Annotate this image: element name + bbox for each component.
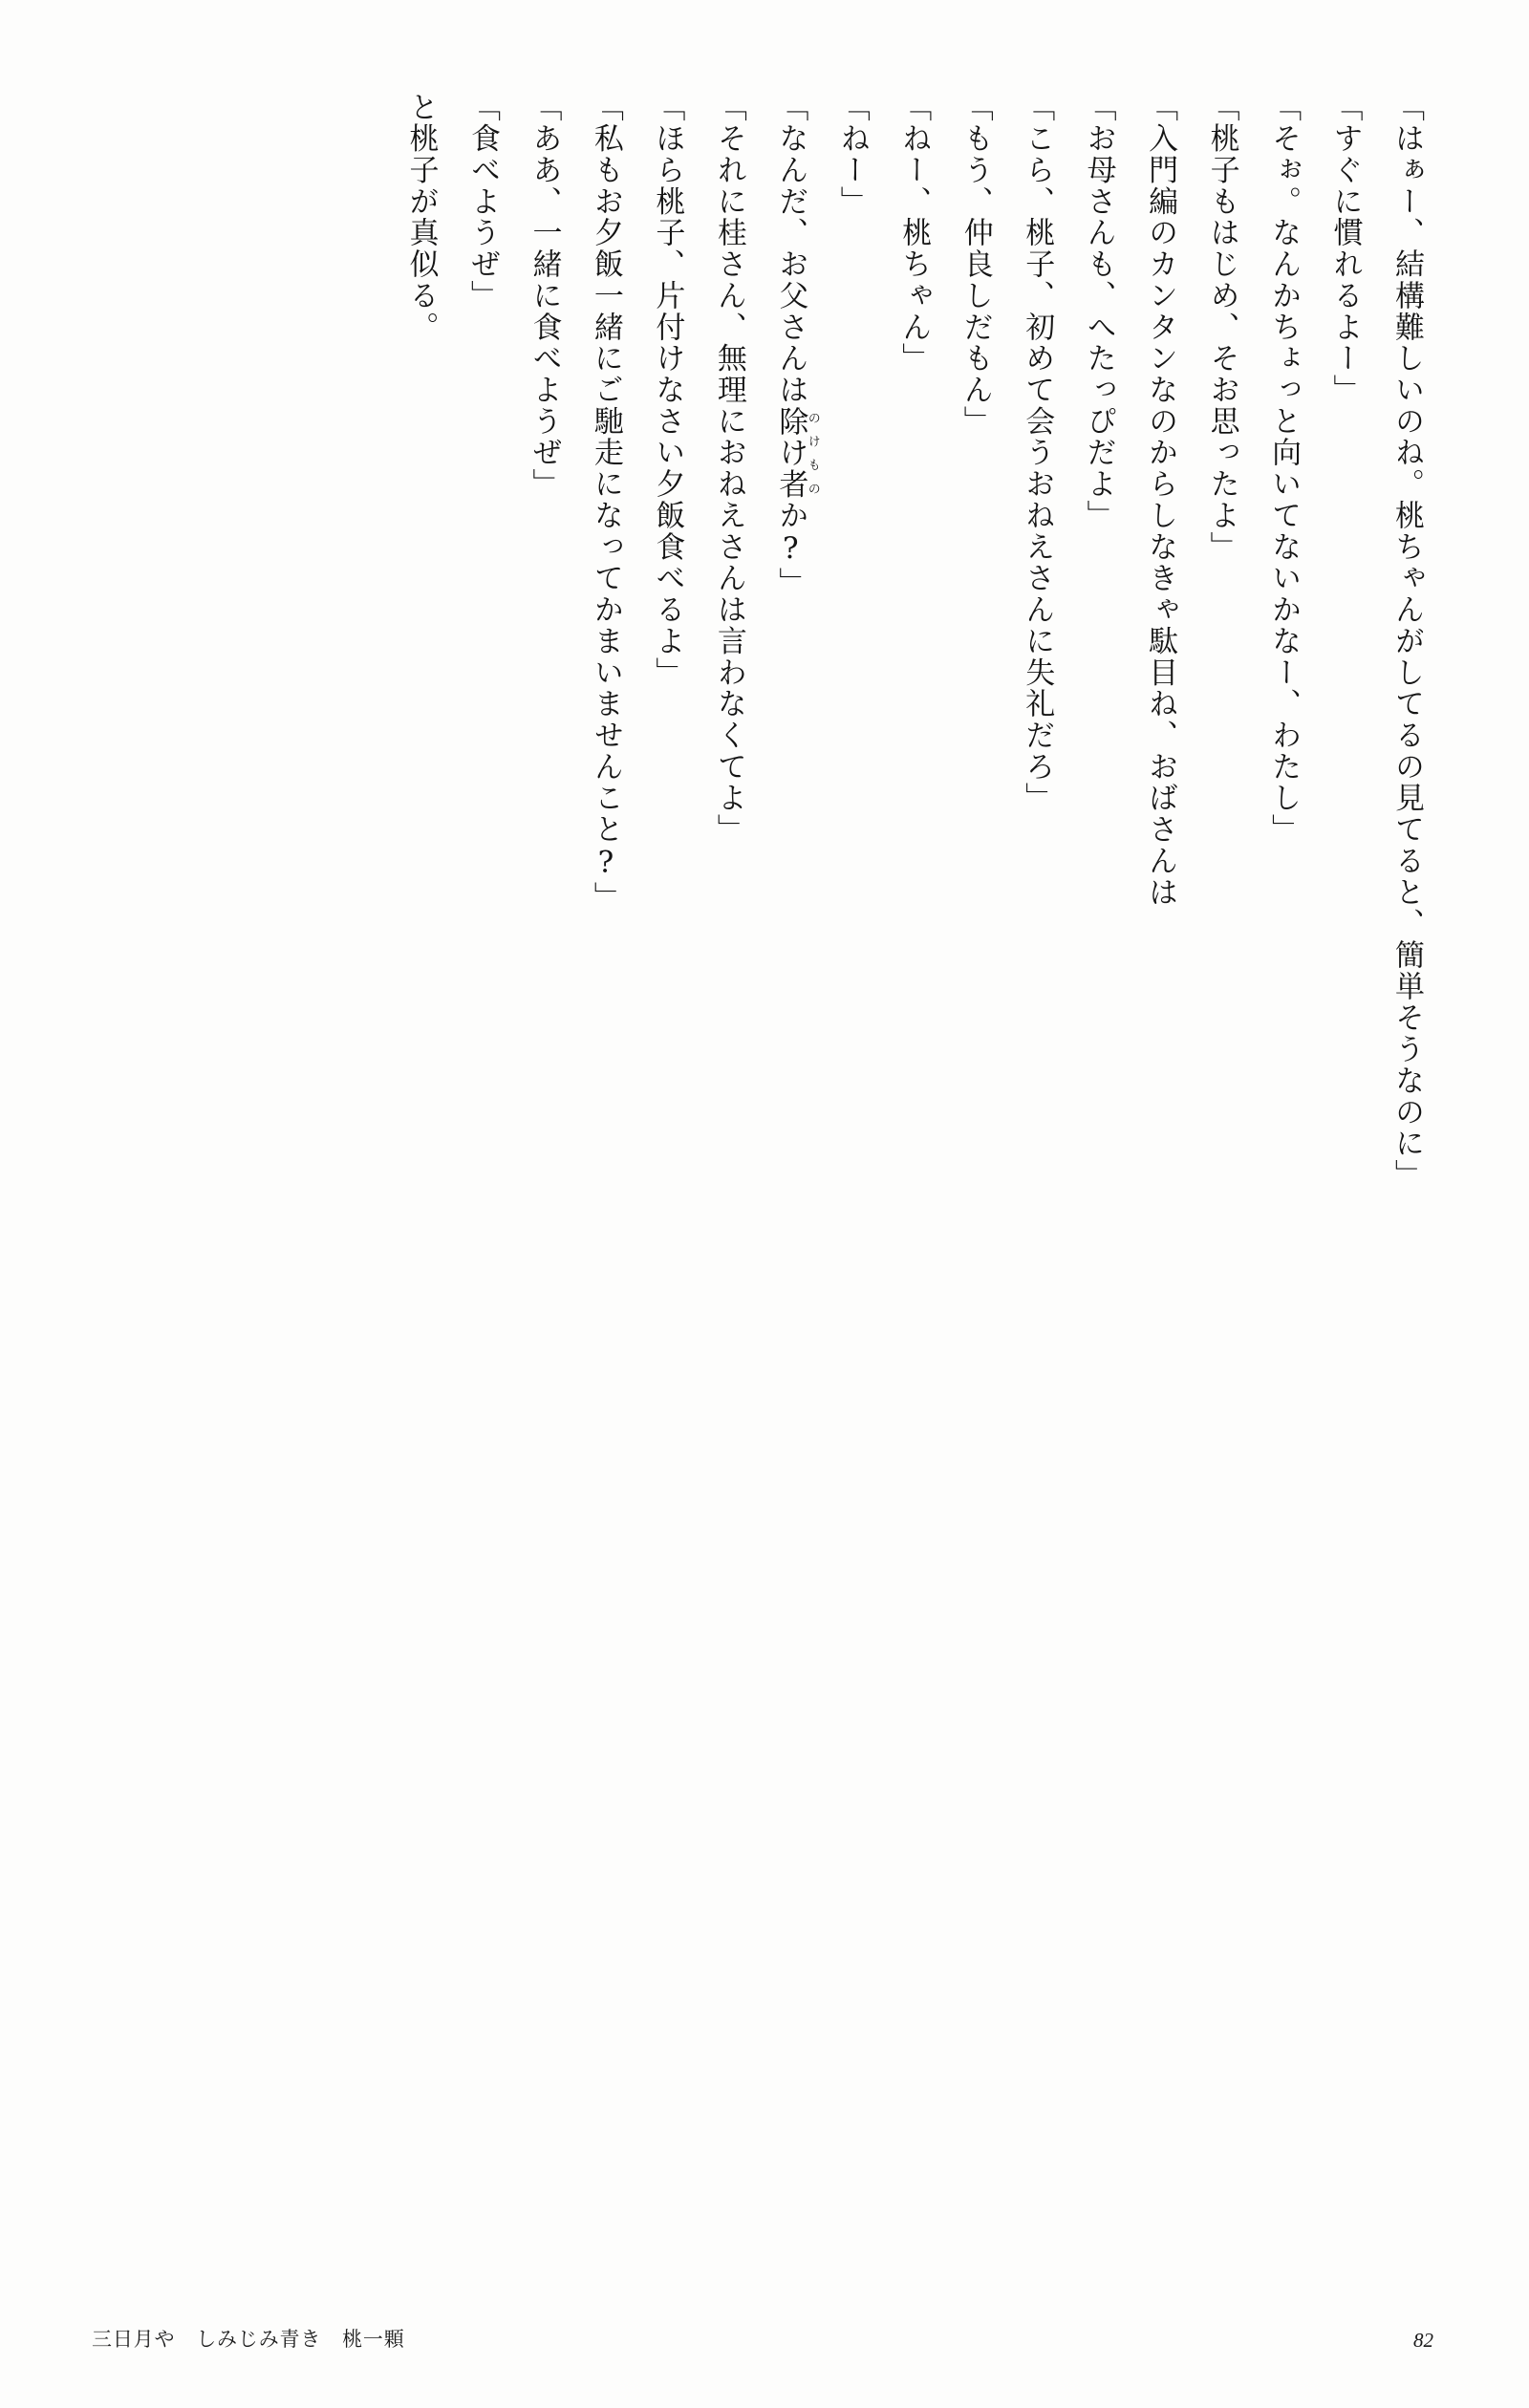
text-line: 「食べようぜ」: [464, 92, 500, 312]
text-line-ruby-prefix: 「なんだ、お父さんは: [773, 92, 808, 406]
text-line: 「ねー、桃ちゃん」: [896, 92, 932, 375]
text-line: 「それに桂さん、無理におねえさんは言わなくてよ」: [711, 92, 746, 846]
text-line: 「ほら桃子、片付けなさい夕飯食べるよ」: [650, 92, 685, 689]
ruby-reading: のけもの: [805, 405, 820, 501]
text-line: 「桃子もはじめ、そお思ったよ」: [1204, 92, 1239, 563]
text-line-with-ruby: [760, 92, 821, 2175]
text-line: 「お母さんも、へたっぴだよ」: [1081, 92, 1116, 532]
text-line: 「入門編のカンタンなのからしなきゃ駄目ね、おばさんは: [1143, 92, 1178, 909]
text-line: 「そぉ。なんかちょっと向いてないかなー、わたし」: [1266, 92, 1302, 846]
text-line: 「私もお夕飯一緒にご馳走になってかまいませんこと?」: [588, 92, 623, 914]
text-line: 「ねー」: [834, 92, 870, 218]
text-line: 「はぁー、結構難しいのね。桃ちゃんがしてるの見てると、簡単そうなのに」: [1389, 92, 1424, 1192]
text-line: 「こら、桃子、初めて会うおねえさんに失礼だろ」: [1020, 92, 1055, 814]
page-number: 82: [1413, 2329, 1433, 2352]
text-line: と桃子が真似る。: [403, 92, 439, 343]
page-footer: [0, 2314, 1529, 2353]
text-line-ruby-suffix: か?」: [773, 500, 808, 599]
footer-haiku: 三日月や しみじみ青き 桃一顆: [92, 2328, 405, 2351]
vertical-text-body: [80, 92, 1437, 2175]
text-line: 「もう、仲良しだもん」: [958, 92, 993, 438]
text-line: 「すぐに慣れるよー」: [1327, 92, 1363, 406]
ruby-nokemono: [773, 405, 820, 501]
ruby-base: 除け者: [773, 405, 808, 501]
text-line: 「ああ、一緒に食べようぜ」: [527, 92, 562, 501]
